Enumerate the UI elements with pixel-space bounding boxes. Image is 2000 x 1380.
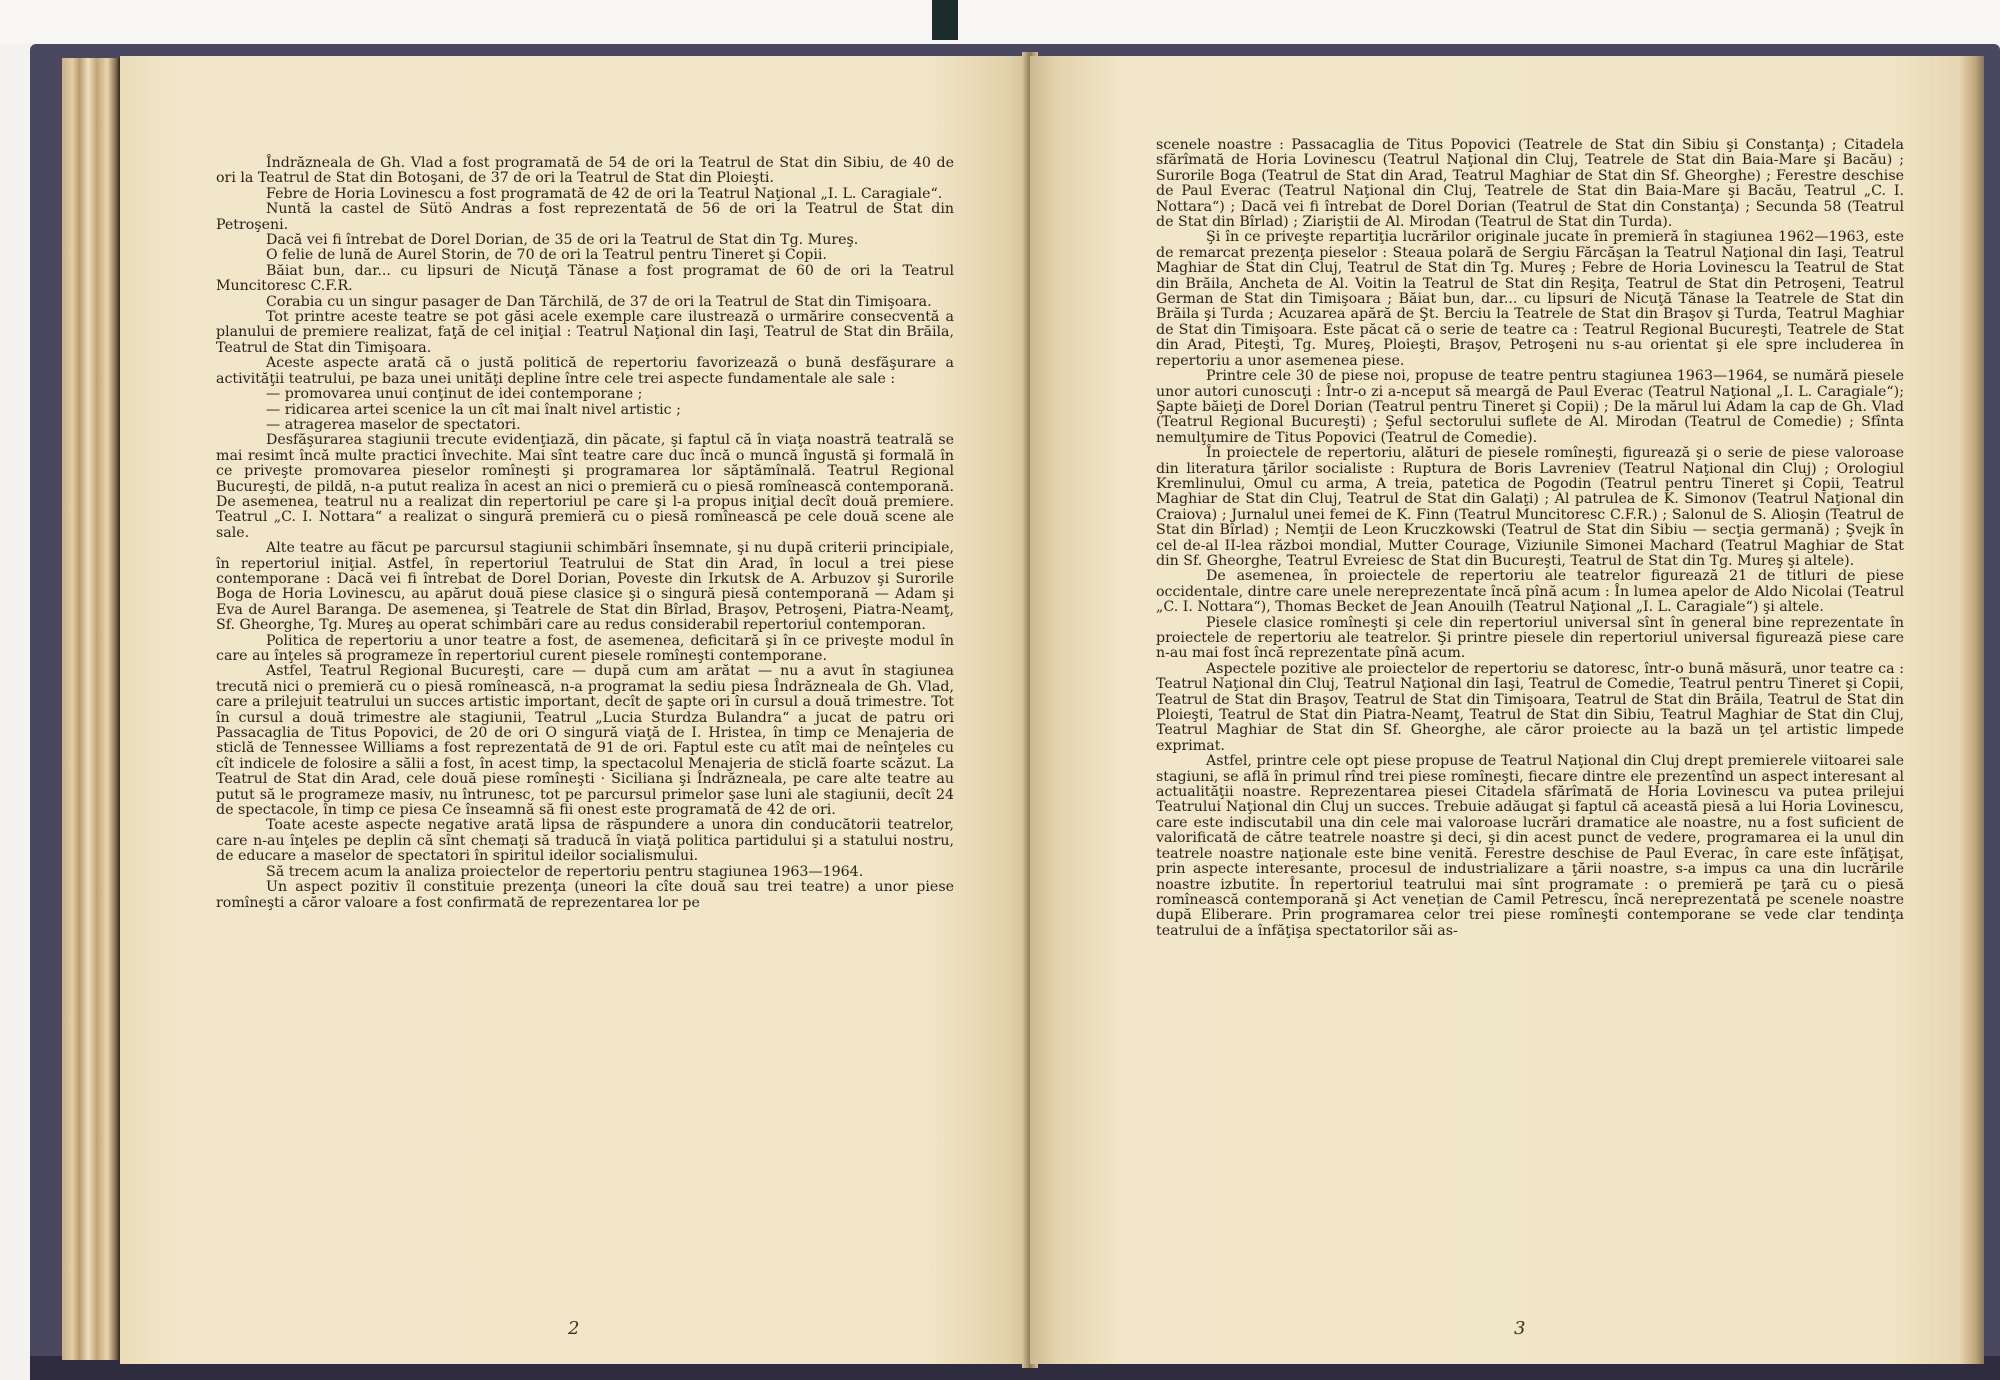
paragraph: În proiectele de repertoriu, alături de piesele romîneşti, figurează şi o serie de piese valoroase din literatura ţărilor socialiste : Ruptura de Boris Lavreniev (Teatrul Naţional din Cluj) ; Orologiul Kremlinului, Omul cu arma, A treia, patetica de Pogodin (Teatrul pentru Tineret şi Copii, Teatrul Maghiar de Stat din Cluj, Teatrul de Stat din Galaţi) ; Al patrulea de K. Simonov (Teatrul Naţional din Craiova) ; Jurnalul unei femei de K. Finn (Teatrul Muncitoresc C.F.R.) ; Salonul de S. Alioşin (Teatrul de Stat din Bîrlad) ; Nemţii de Leon Kruczkowski (Teatrul de Stat din Sibiu — secţia germană) ; Şvejk în cel de-al II-lea război mondial, Mutter Courage, Viziunile Simonei Machard (Teatrul Maghiar de Stat din Sf. Gheorghe, Teatrul Evreiesc de Stat din Bucureşti, Teatrul de Stat din Tg. Mureş şi altele). (1156, 445, 1904, 569)
paragraph: Printre cele 30 de piese noi, propuse de teatre pentru stagiunea 1963—1964, se numără piesele unor autori cunoscuţi : Într-o zi a-nceput să meargă de Paul Everac (Teatrul Naţional „I. L. Caragiale“); Şapte băieţi de Dorel Dorian (Teatrul pentru Tineret şi Copii) ; De la mărul lui Adam la cap de Gh. Vlad (Teatrul Regional Bucureşti) ; Şeful sectorului suflete de Al. Mirodan (Teatrul de Comedie) ; Sfînta nemulţumire de Titus Popovici (Teatrul de Comedie). (1156, 368, 1904, 446)
paragraph: Să trecem acum la analiza proiectelor de repertoriu pentru stagiunea 1963—1964. (266, 863, 864, 880)
paragraph: Un aspect pozitiv îl constituie prezenţa (uneori la cîte două sau trei teatre) a unor piese romîneşti a căror valoare a fost confirmată de reprezentarea lor pe (216, 879, 954, 911)
background-top (0, 0, 2000, 44)
paragraph: Aceste aspecte arată că o justă politică de repertoriu favorizează o bună desfăşurare a activităţii teatrului, pe baza unei unităţi depline între cele trei aspecte fundamentale ale sale : (216, 355, 954, 387)
paragraph: Nuntă la castel de Sütö Andras a fost reprezentată de 56 de ori la Teatrul de Stat din Petroşeni. (216, 201, 954, 233)
page-number: 3 (1514, 1318, 1526, 1339)
paragraph: Toate aceste aspecte negative arată lipsa de răspundere a unora din conducătorii teatrelor, care n-au înţeles pe deplin că sînt chemaţi să traducă în viaţă politica partidului şi a statului nostru, de educare a maselor de spectatori în spiritul ideilor socialismului. (216, 817, 954, 865)
paragraph: Alte teatre au făcut pe parcursul stagiunii schimbări însemnate, şi nu după criterii principiale, în repertoriul iniţial. Astfel, în repertoriul Teatrului de Stat din Arad, în locul a trei piese contemporane : Dacă vei fi întrebat de Dorel Dorian, Poveste din Irkutsk de A. Arbuzov şi Surorile Boga de Horia Lovinescu, au apărut două piese clasice şi o singură piesă contemporană — Adam şi Eva de Aurel Baranga. De asemenea, şi Teatrele de Stat din Bîrlad, Braşov, Petroşeni, Piatra-Neamţ, Sf. Gheorghe, Tg. Mureş au operat schimbări care au redus considerabil repertoriul contemporan. (216, 540, 954, 634)
page-edges-right (1958, 56, 1984, 1364)
left-page-text (216, 156, 954, 911)
list-item: — ridicarea artei scenice la un cît mai înalt nivel artistic ; (266, 401, 681, 418)
spine-tab (932, 0, 958, 40)
paragraph: Şi în ce priveşte repartiţia lucrărilor originale jucate în premieră în stagiunea 1962—1963, este de remarcat prezenţa pieselor : Steaua polară de Sergiu Fărcăşan la Teatrul Naţional din Iaşi, Teatrul Maghiar de Stat din Cluj, Teatrul de Stat din Tg. Mureş ; Febre de Horia Lovinescu la Teatrul de Stat din Brăila, Ancheta de Al. Voitin la Teatrul de Stat din Reşiţa, Teatrul de Stat din Petroşeni, Teatrul German de Stat din Timişoara ; Băiat bun, dar... cu lipsuri de Nicuţă Tănase la Teatrele de Stat din Brăila şi Turda ; Acuzarea apără de Şt. Berciu la Teatrele de Stat din Braşov şi Turda, Teatrul Maghiar de Stat din Timişoara. Este păcat că o serie de teatre ca : Teatrul Regional Bucureşti, Teatrele de Stat din Arad, Piteşti, Tg. Mureş, Ploieşti, Braşov, Petroşeni nu s-au orientat şi ele spre includerea în repertoriu a unor asemenea piese. (1156, 229, 1904, 369)
paragraph: Astfel, Teatrul Regional Bucureşti, care — după cum am arătat — nu a avut în stagiunea trecută nici o premieră cu o piesă romînească, n-a programat la sediu piesa Îndrăzneala de Gh. Vlad, care a prilejuit teatrului un succes artistic important, decît de şapte ori în cursul a două trimestre. Tot în cursul a două trimestre ale stagiunii, Teatrul „Lucia Sturdza Bulandra“ a jucat de patru ori Passacaglia de Titus Popovici, de 20 de ori O singură viaţă de I. Hristea, în timp ce Menajeria de sticlă de Tennessee Williams a fost reprezentată de 91 de ori. Faptul este cu atît mai de neînţeles cu cît indicele de folosire a sălii a fost, în acest timp, la spectacolul Menajeria de sticlă foarte scăzut. La Teatrul de Stat din Arad, cele două piese romîneşti · Siciliana şi Îndrăzneala, pe care alte teatre au putut să le programeze masiv, nu întrunesc, tot pe parcursul primelor şase luni ale stagiunii, decît 24 de spectacole, în timp ce piesa Ce înseamnă să fii onest este programată de 42 de ori. (216, 663, 954, 819)
paragraph: Băiat bun, dar... cu lipsuri de Nicuţă Tănase a fost programat de 60 de ori la Teatrul Muncitoresc C.F.R. (216, 262, 954, 295)
list-item: — atragerea maselor de spectatori. (266, 416, 521, 433)
paragraph: De asemenea, în proiectele de repertoriu ale teatrelor figurează 21 de titluri de piese occidentale, dintre care unele nereprezentate încă pînă acum : În lumea apelor de Aldo Nicolai (Teatrul „C. I. Nottara“), Thomas Becket de Jean Anouilh (Teatrul Naţional „I. L. Caragiale“) şi altele. (1156, 568, 1904, 616)
paragraph: scenele noastre : Passacaglia de Titus Popovici (Teatrele de Stat din Sibiu şi Constanţa) ; Citadela sfărîmată de Horia Lovinescu (Teatrul Naţional din Cluj, Teatrele de Stat din Baia-Mare şi Bacău) ; Surorile Boga (Teatrul de Stat din Arad, Teatrul Maghiar de Stat din Sf. Gheorghe) ; Ferestre deschise de Paul Everac (Teatrul Naţional din Cluj, Teatrele de Stat din Baia-Mare şi Bacău, Teatrul „C. I. Nottara“) ; Dacă vei fi întrebat de Dorel Dorian (Teatrul de Stat din Constanţa) ; Secunda 58 (Teatrul de Stat din Bîrlad) ; Ziariştii de Al. Mirodan (Teatrul de Stat din Turda). (1156, 137, 1904, 231)
left-page (120, 56, 1035, 1364)
paragraph: Febre de Horia Lovinescu a fost programată de 42 de ori la Teatrul Naţional „I. L. Caragiale“. (266, 185, 943, 202)
paragraph: Îndrăzneala de Gh. Vlad a fost programată de 54 de ori la Teatrul de Stat din Sibiu, de 40 de ori la Teatrul de Stat din Botoşani, de 37 de ori la Teatrul de Stat din Ploieşti. (216, 155, 954, 187)
paragraph: Corabia cu un singur pasager de Dan Tărchilă, de 37 de ori la Teatrul de Stat din Timişoara. (266, 293, 932, 310)
right-page (1030, 56, 1960, 1364)
paragraph: Astfel, printre cele opt piese propuse de Teatrul Naţional din Cluj drept premierele viitoarei sale stagiuni, se află în primul rînd trei piese romîneşti, fiecare dintre ele prezentînd un aspect interesant al actualităţii noastre. Reprezentarea piesei Citadela sfărîmată de Horia Lovinescu va putea prilejui Teatrului Naţional din Cluj un succes. Trebuie adăugat şi faptul că această piesă a lui Horia Lovinescu, care este indiscutabil una din cele mai valoroase lucrări dramatice ale noastre, nu a fost suficient de valorificată de către teatrele noastre şi deci, şi din acest punct de vedere, programarea ei la unul din teatrele noastre naţionale este bine venită. Ferestre deschise de Paul Everac, în care este înfăţişat, prin aspecte interesante, procesul de industrializare a ţării noastre, s-a impus ca una din lucrările noastre izbutite. În repertoriul teatrului mai sînt programate : o premieră pe ţară cu o piesă romînească contemporană şi Act venețian de Camil Petrescu, încă nereprezentată pe scenele noastre după Eliberare. Prin programarea celor trei piese romîneşti contemporane se vede clar tendinţa teatrului de a înfăţişa spectatorilor săi as- (1156, 753, 1904, 939)
paragraph: Politica de repertoriu a unor teatre a fost, de asemenea, deficitară şi în ce priveşte modul în care au înţeles să programeze în repertoriul curent piesele romîneşti contemporane. (216, 632, 954, 664)
paragraph: Aspectele pozitive ale proiectelor de repertoriu se datoresc, într-o bună măsură, unor teatre ca : Teatrul Naţional din Cluj, Teatrul Naţional din Iaşi, Teatrul de Comedie, Teatrul pentru Tineret şi Copii, Teatrul de Stat din Braşov, Teatrul de Stat din Timişoara, Teatrul de Stat din Brăila, Teatrul de Stat din Ploieşti, Teatrul de Stat din Piatra-Neamţ, Teatrul de Stat din Sibiu, Teatrul Maghiar de Stat din Cluj, Teatrul Maghiar de Stat din Sf. Gheorghe, ale căror proiecte au la bază un ţel artistic limpede exprimat. (1156, 660, 1904, 754)
page-edges-left (62, 58, 120, 1360)
paragraph: Piesele clasice romîneşti şi cele din repertoriul universal sînt în general bine reprezentate în proiectele de repertoriu ale teatrelor. Şi printre piesele din repertoriul universal figurează piese care n-au mai fost încă reprezentate pînă acum. (1156, 614, 1904, 662)
paragraph: Desfăşurarea stagiunii trecute evidenţiază, din păcate, şi faptul că în viaţa noastră teatrală se mai resimt încă multe practici învechite. Mai sînt teatre care duc încă o muncă îngustă şi formală în ce priveşte promovarea pieselor romîneşti şi programarea lor săptămînală. Teatrul Regional Bucureşti, de pildă, n-a putut realiza în acest an nici o premieră cu o piesă romînească contemporană. De asemenea, teatrul nu a realizat din repertoriul pe care şi l-a propus iniţial decît două premiere. Teatrul „C. I. Nottara“ a realizat o singură premieră cu o piesă romînească pe cele două scene ale sale. (216, 432, 954, 541)
paragraph: O felie de lună de Aurel Storin, de 70 de ori la Teatrul pentru Tineret şi Copii. (266, 247, 827, 264)
page-number: 2 (568, 1318, 580, 1339)
paragraph: Dacă vei fi întrebat de Dorel Dorian, de 35 de ori la Teatrul de Stat din Tg. Mureş. (266, 232, 859, 249)
paragraph: Tot printre aceste teatre se pot găsi acele exemple care ilustrează o urmărire consecventă a planului de premiere realizat, faţă de cel iniţial : Teatrul Naţional din Iaşi, Teatrul de Stat din Brăila, Teatrul de Stat din Timişoara. (216, 309, 954, 356)
right-page-text (1156, 138, 1904, 939)
list-item: — promovarea unui conţinut de idei contemporane ; (266, 386, 643, 403)
